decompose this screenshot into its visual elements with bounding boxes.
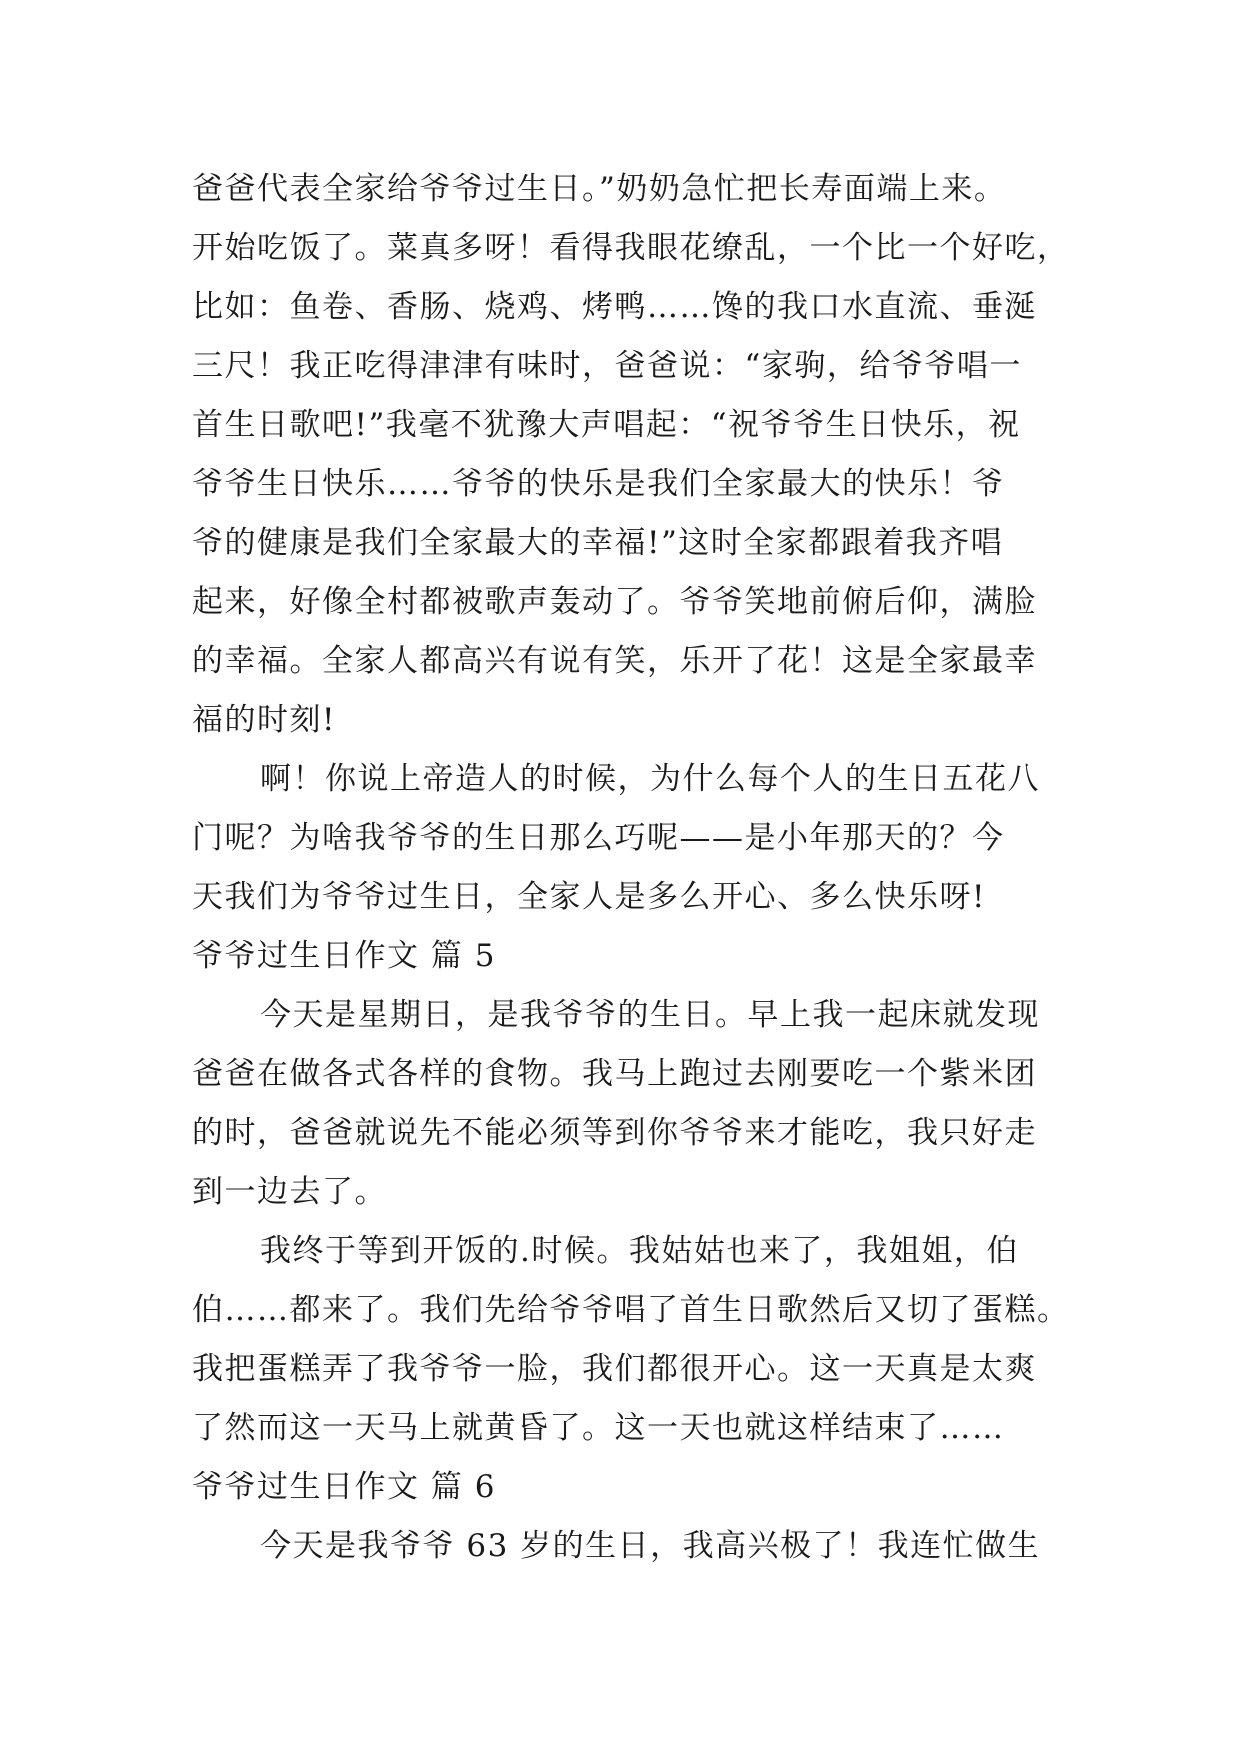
text-line: 我终于等到开饭的.时候。我姑姑也来了，我姐姐，伯 bbox=[260, 1233, 1019, 1269]
text-line: 比如：鱼卷、香肠、烧鸡、烤鸭……馋的我口水直流、垂涎 bbox=[192, 289, 1037, 325]
paragraph-continuation bbox=[192, 160, 1070, 750]
text-line: 三尺！我正吃得津津有味时，爸爸说：“家驹，给爷爷唱一 bbox=[192, 348, 1022, 384]
text-line: 今天是星期日，是我爷爷的生日。早上我一起床就发现 bbox=[260, 997, 1040, 1033]
text-line: 的幸福。全家人都高兴有说有笑，乐开了花！这是全家最幸 bbox=[192, 643, 1037, 679]
section-heading-6: 爷爷过生日作文 篇 6 bbox=[192, 1469, 496, 1505]
text-line: 福的时刻! bbox=[192, 702, 336, 738]
text-line: 起来，好像全村都被歌声轰动了。爷爷笑地前俯后仰，满脸 bbox=[192, 584, 1037, 620]
text-line: 到一边去了。 bbox=[192, 1174, 387, 1210]
text-line: 今天是我爷爷 63 岁的生日，我高兴极了！我连忙做生 bbox=[260, 1528, 1041, 1564]
text-line: 爷爷生日快乐……爷爷的快乐是我们全家最大的快乐！爷 bbox=[192, 466, 1005, 502]
text-line: 爸爸代表全家给爷爷过生日。”奶奶急忙把长寿面端上来。 bbox=[192, 171, 1007, 207]
document-page bbox=[192, 160, 1070, 1576]
text-line: 爷的健康是我们全家最大的幸福!”这时全家都跟着我齐唱 bbox=[192, 525, 1004, 561]
text-line: 啊！你说上帝造人的时候，为什么每个人的生日五花八 bbox=[260, 761, 1040, 797]
text-line: 首生日歌吧!”我毫不犹豫大声唱起：“祝爷爷生日快乐，祝 bbox=[192, 407, 1021, 443]
text-line: 的时，爸爸就说先不能必须等到你爷爷来才能吃，我只好走 bbox=[192, 1115, 1037, 1151]
text-line: 了然而这一天马上就黄昏了。这一天也就这样结束了…… bbox=[192, 1410, 1005, 1446]
paragraph-6-1 bbox=[192, 1517, 1052, 1576]
paragraph-closing bbox=[192, 750, 1052, 927]
text-line: 伯……都来了。我们先给爷爷唱了首生日歌然后又切了蛋糕。 bbox=[192, 1292, 1070, 1328]
paragraph-5-2 bbox=[192, 1222, 1070, 1458]
text-line: 天我们为爷爷过生日，全家人是多么开心、多么快乐呀! bbox=[192, 879, 986, 915]
text-line: 爸爸在做各式各样的食物。我马上跑过去刚要吃一个紫米团 bbox=[192, 1056, 1037, 1092]
text-line: 门呢？为啥我爷爷的生日那么巧呢——是小年那天的？今 bbox=[192, 820, 1005, 856]
text-line: 开始吃饭了。菜真多呀！看得我眼花缭乱，一个比一个好吃， bbox=[192, 230, 1070, 266]
text-line: 我把蛋糕弄了我爷爷一脸，我们都很开心。这一天真是太爽 bbox=[192, 1351, 1037, 1387]
section-heading-5: 爷爷过生日作文 篇 5 bbox=[192, 938, 496, 974]
paragraph-5-1 bbox=[192, 986, 1052, 1222]
